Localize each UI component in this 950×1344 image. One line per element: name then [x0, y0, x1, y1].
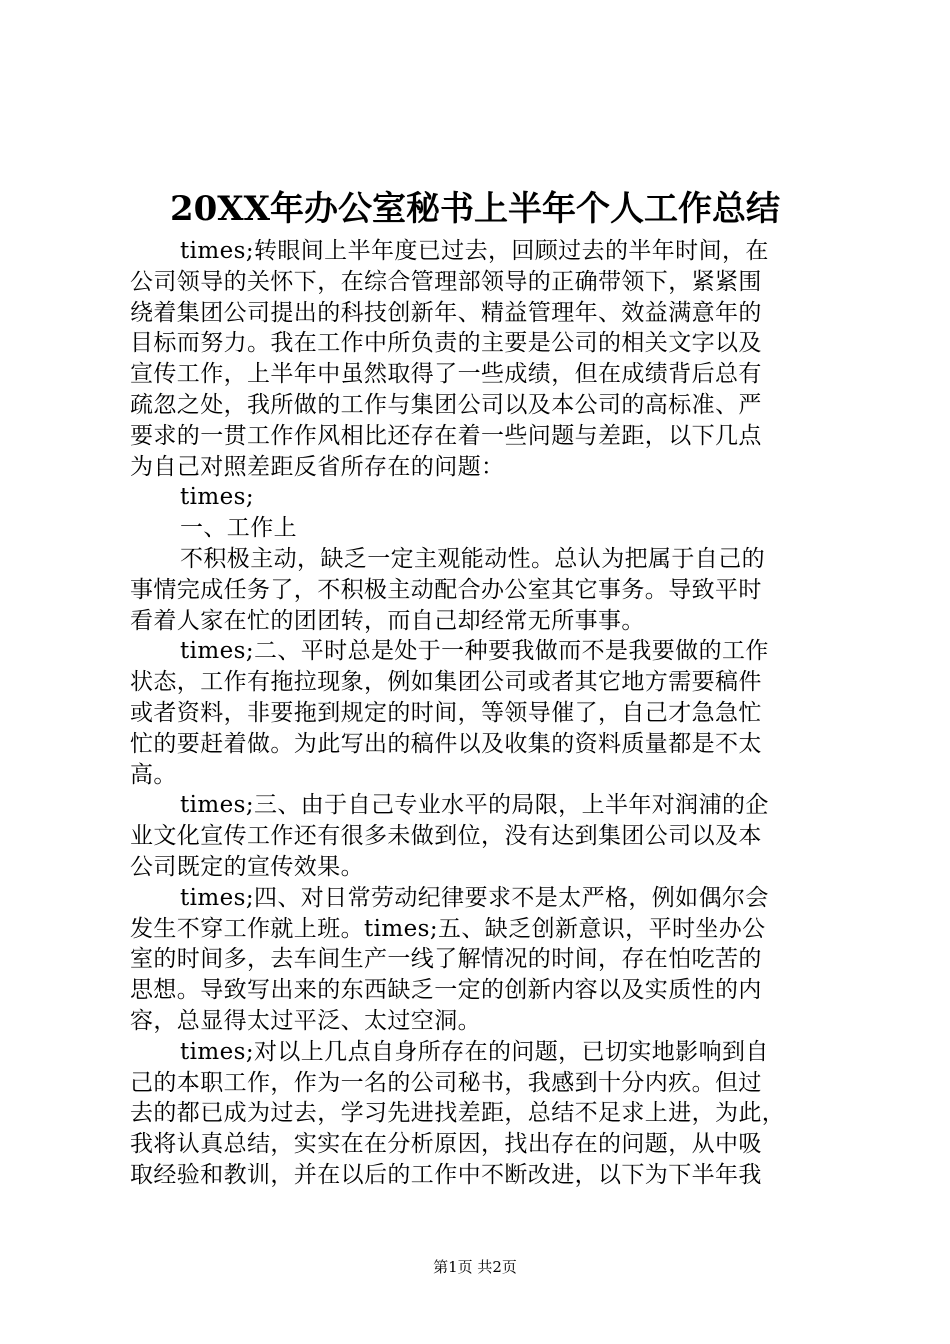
- body-line: 思想。导致写出来的东西缺乏一定的创新内容以及实质性的内: [130, 977, 762, 1004]
- body-line: 公司既定的宣传效果。: [130, 853, 364, 880]
- body-line: 一、工作上: [180, 515, 297, 542]
- body-line: 去的都已成为过去，学习先进找差距，总结不足求上进，为此，: [130, 1100, 786, 1127]
- body-line: 室的时间多，去车间生产一线了解情况的时间，存在怕吃苦的: [130, 946, 762, 973]
- body-line: 我将认真总结，实实在在分析原因，找出存在的问题，从中吸: [130, 1131, 762, 1158]
- body-line: 不积极主动，缺乏一定主观能动性。总认为把属于自己的: [180, 545, 765, 572]
- body-line: 宣传工作，上半年中虽然取得了一些成绩，但在成绩背后总有: [130, 361, 762, 388]
- body-line: 容，总显得太过平泛、太过空洞。: [130, 1007, 481, 1034]
- body-line: 发生不穿工作就上班。times;五、缺乏创新意识，平时坐办公: [130, 915, 766, 942]
- body-line: 高。: [130, 761, 177, 788]
- body-line: times;对以上几点自身所存在的问题，已切实地影响到自: [180, 1038, 769, 1065]
- body-line: 事情完成任务了，不积极主动配合办公室其它事务。导致平时: [130, 576, 762, 603]
- body-line: times;转眼间上半年度已过去，回顾过去的半年时间，在: [180, 238, 769, 264]
- document-title: 20XX年办公室秘书上半年个人工作总结: [169, 189, 781, 229]
- body-line: 公司领导的关怀下，在综合管理部领导的正确带领下，紧紧围: [130, 268, 762, 295]
- body-line: 或者资料，非要拖到规定的时间，等领导催了，自己才急急忙: [130, 699, 762, 726]
- body-line: 状态，工作有拖拉现象，例如集团公司或者其它地方需要稿件: [130, 669, 762, 696]
- body-line: 己的本职工作，作为一名的公司秘书，我感到十分内疚。但过: [130, 1069, 762, 1096]
- body-line: 为自己对照差距反省所存在的问题：: [130, 453, 505, 480]
- body-line: 要求的一贯工作作风相比还存在着一些问题与差距，以下几点: [130, 422, 762, 449]
- body-line: 疏忽之处，我所做的工作与集团公司以及本公司的高标准、严: [130, 391, 762, 418]
- body-line: 业文化宣传工作还有很多未做到位，没有达到集团公司以及本: [130, 823, 762, 850]
- document-body: [130, 236, 830, 1191]
- body-line: times;二、平时总是处于一种要我做而不是我要做的工作: [180, 638, 769, 665]
- body-line: times;四、对日常劳动纪律要求不是太严格，例如偶尔会: [180, 884, 769, 911]
- body-line: times;: [180, 484, 254, 511]
- body-line: 忙的要赶着做。为此写出的稿件以及收集的资料质量都是不太: [130, 730, 762, 757]
- body-line: 绕着集团公司提出的科技创新年、精益管理年、效益满意年的: [130, 299, 762, 326]
- body-line: 取经验和教训，并在以后的工作中不断改进，以下为下半年我: [130, 1161, 762, 1188]
- body-line: 目标而努力。我在工作中所负责的主要是公司的相关文字以及: [130, 330, 762, 357]
- body-line: 看着人家在忙的团团转，而自己却经常无所事事。: [130, 607, 645, 634]
- body-line: times;三、由于自己专业水平的局限，上半年对润浦的企: [180, 792, 769, 819]
- page-footer: 第1页 共2页: [433, 1258, 517, 1276]
